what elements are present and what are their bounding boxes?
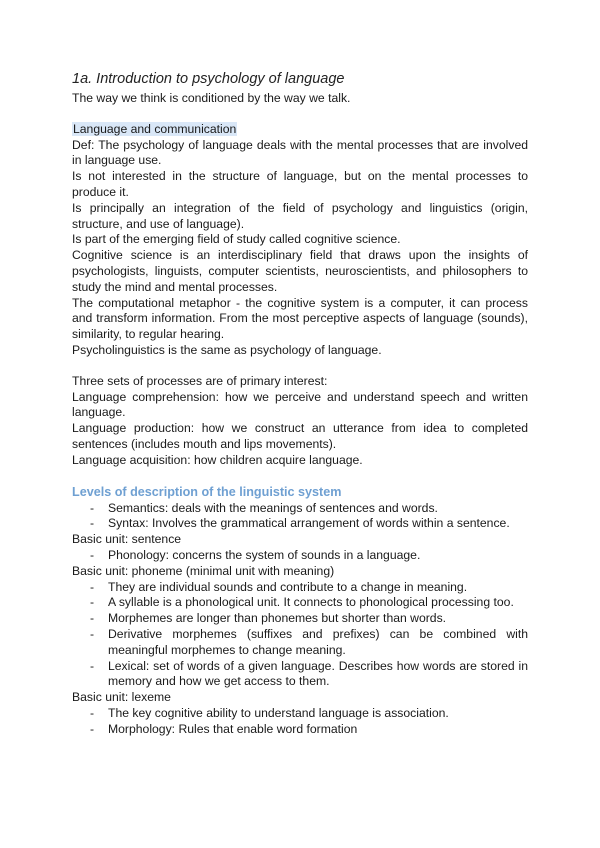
- dash-bullet: -: [90, 547, 95, 562]
- paragraph: The computational metaphor - the cognitive system is a computer, it can process and transform information. From the most perceptive aspects of language (sounds), similarity, to regular hearing.: [72, 295, 528, 342]
- dash-bullet: -: [90, 579, 95, 594]
- list-item: - They are individual sounds and contribute to a change in meaning.: [90, 579, 468, 594]
- dash-list: [72, 580, 528, 691]
- paragraph: Psycholinguistics is the same as psychology of language.: [72, 342, 382, 357]
- spacer: [72, 107, 528, 122]
- page-title: 1a. Introduction to psychology of language: [72, 71, 345, 87]
- paragraph: Is principally an integration of the field of psychology and linguistics (origin, structure, and use of language).: [72, 200, 528, 231]
- paragraph: Three sets of processes are of primary interest:: [72, 373, 328, 388]
- dash-bullet: -: [90, 595, 95, 610]
- section-heading-levels: Levels of description of the linguistic system: [72, 484, 342, 499]
- section-heading-language-communication: [72, 122, 528, 138]
- dash-list: [72, 548, 528, 564]
- dash-bullet: -: [90, 611, 95, 626]
- dash-bullet: -: [90, 658, 95, 673]
- list-item: - Derivative morphemes (suffixes and prefixes) can be combined with meaningful morphemes to change meaning.: [90, 626, 528, 657]
- dash-bullet: -: [90, 516, 95, 531]
- paragraph: Cognitive science is an interdisciplinary field that draws upon the insights of psychologists, linguists, computer scientists, neuroscientists, and philosophers to study the mind and mental processes.: [72, 248, 528, 294]
- basic-unit-label: Basic unit: phoneme (minimal unit with meaning): [72, 563, 335, 578]
- spacer: [72, 469, 528, 484]
- dash-bullet: -: [90, 626, 95, 641]
- intro-text: The way we think is conditioned by the way we talk.: [72, 91, 351, 105]
- dash-bullet: -: [90, 500, 95, 515]
- list-item: - Phonology: concerns the system of sounds in a language.: [90, 547, 421, 562]
- list-item: - Morphology: Rules that enable word formation: [90, 721, 358, 736]
- highlighted-heading: Language and communication: [73, 121, 237, 136]
- paragraph: Language comprehension: how we perceive and understand speech and written language.: [72, 389, 528, 420]
- list-item: - Semantics: deals with the meanings of sentences and words.: [90, 500, 438, 515]
- dash-list: [72, 706, 528, 738]
- dash-bullet: -: [90, 721, 95, 736]
- paragraph: Language production: how we construct an utterance from idea to completed sentences (includes mouth and lips movements).: [72, 421, 528, 451]
- list-item: - The key cognitive ability to understand language is association.: [90, 705, 449, 720]
- list-item: - A syllable is a phonological unit. It connects to phonological processing too.: [90, 595, 514, 610]
- list-item: - Morphemes are longer than phonemes but shorter than words.: [90, 611, 447, 626]
- paragraph: Is part of the emerging field of study called cognitive science.: [72, 232, 401, 247]
- spacer: [72, 359, 528, 374]
- basic-unit-label: Basic unit: sentence: [72, 532, 182, 547]
- list-item: - Lexical: set of words of a given language. Describes how words are stored in memory and how we get access to them.: [90, 658, 528, 689]
- basic-unit-label: Basic unit: lexeme: [72, 690, 171, 705]
- paragraph: Language acquisition: how children acquire language.: [72, 452, 363, 467]
- list-item: - Syntax: Involves the grammatical arrangement of words within a sentence.: [90, 516, 510, 531]
- dash-bullet: -: [90, 705, 95, 720]
- paragraph: Def: The psychology of language deals with the mental processes that are involved in language use.: [72, 137, 528, 168]
- paragraph: Is not interested in the structure of language, but on the mental processes to produce it.: [72, 169, 528, 199]
- dash-list: [72, 501, 528, 533]
